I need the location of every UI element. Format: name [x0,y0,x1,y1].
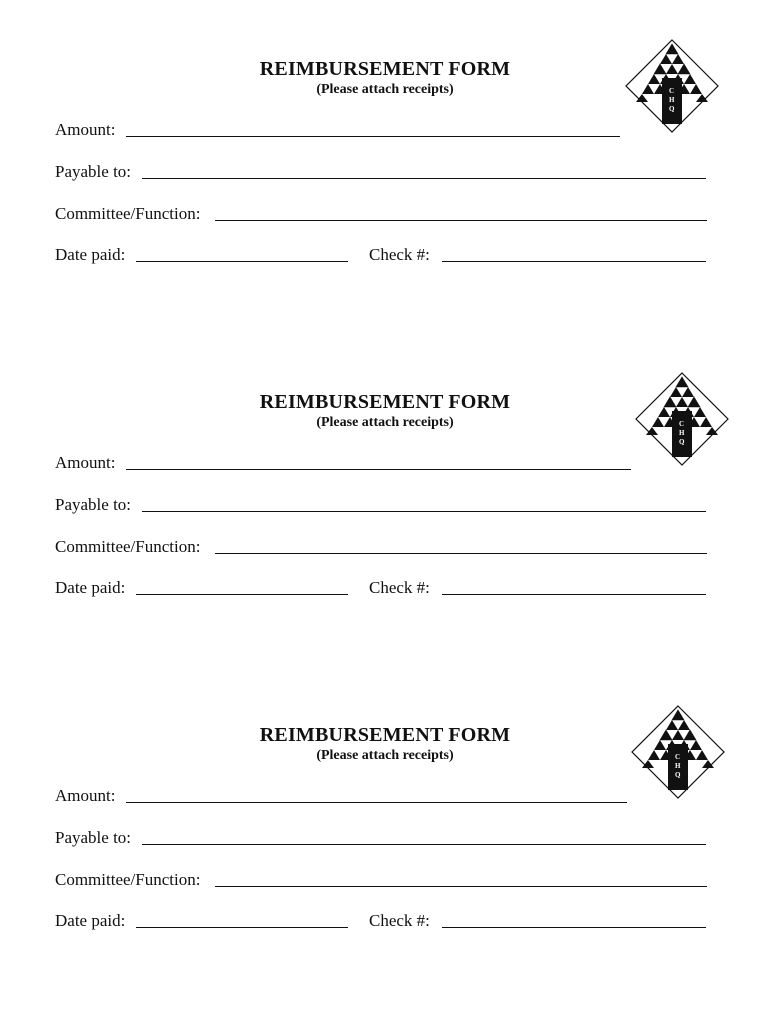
committee-function-label: Committee/Function: [55,870,201,889]
date-paid-label: Date paid: [55,578,126,597]
amount-label: Amount: [55,453,116,472]
date-paid-field[interactable] [136,261,348,262]
svg-text:C: C [669,87,675,95]
payable-to-field[interactable] [142,511,706,512]
committee-function-label: Committee/Function: [55,537,201,556]
payable-to-label: Payable to: [55,162,132,181]
reimbursement-form-1 [0,0,770,300]
check-number-label: Check #: [369,578,430,597]
svg-text:H: H [679,429,685,437]
committee-function-field[interactable] [215,220,707,221]
date-paid-field[interactable] [136,594,348,595]
check-number-field[interactable] [442,927,706,928]
payable-to-field[interactable] [142,844,706,845]
svg-text:C: C [679,420,685,428]
chq-tree-quilt-logo-icon [622,36,722,136]
amount-label: Amount: [55,120,116,139]
date-paid-label: Date paid: [55,245,126,264]
form-title: REIMBURSEMENT FORM [259,724,511,746]
svg-text:C: C [675,753,681,761]
check-number-label: Check #: [369,911,430,930]
svg-text:Q: Q [679,438,685,446]
check-number-field[interactable] [442,261,706,262]
chq-tree-quilt-logo-icon [632,369,732,469]
svg-text:Q: Q [669,105,675,113]
svg-text:H: H [675,762,681,770]
committee-function-label: Committee/Function: [55,204,201,223]
amount-field[interactable] [126,469,631,470]
date-paid-field[interactable] [136,927,348,928]
reimbursement-form-3 [0,666,770,966]
form-title: REIMBURSEMENT FORM [259,58,511,80]
payable-to-label: Payable to: [55,495,132,514]
svg-text:H: H [669,96,675,104]
check-number-field[interactable] [442,594,706,595]
payable-to-label: Payable to: [55,828,132,847]
amount-field[interactable] [126,136,620,137]
date-paid-label: Date paid: [55,911,126,930]
payable-to-field[interactable] [142,178,706,179]
svg-text:Q: Q [675,771,681,779]
form-subtitle: (Please attach receipts) [316,748,454,763]
chq-tree-quilt-logo-icon [628,702,728,802]
check-number-label: Check #: [369,245,430,264]
committee-function-field[interactable] [215,553,707,554]
committee-function-field[interactable] [215,886,707,887]
form-subtitle: (Please attach receipts) [316,82,454,97]
form-subtitle: (Please attach receipts) [316,415,454,430]
amount-field[interactable] [126,802,627,803]
amount-label: Amount: [55,786,116,805]
reimbursement-form-2 [0,333,770,633]
form-title: REIMBURSEMENT FORM [259,391,511,413]
